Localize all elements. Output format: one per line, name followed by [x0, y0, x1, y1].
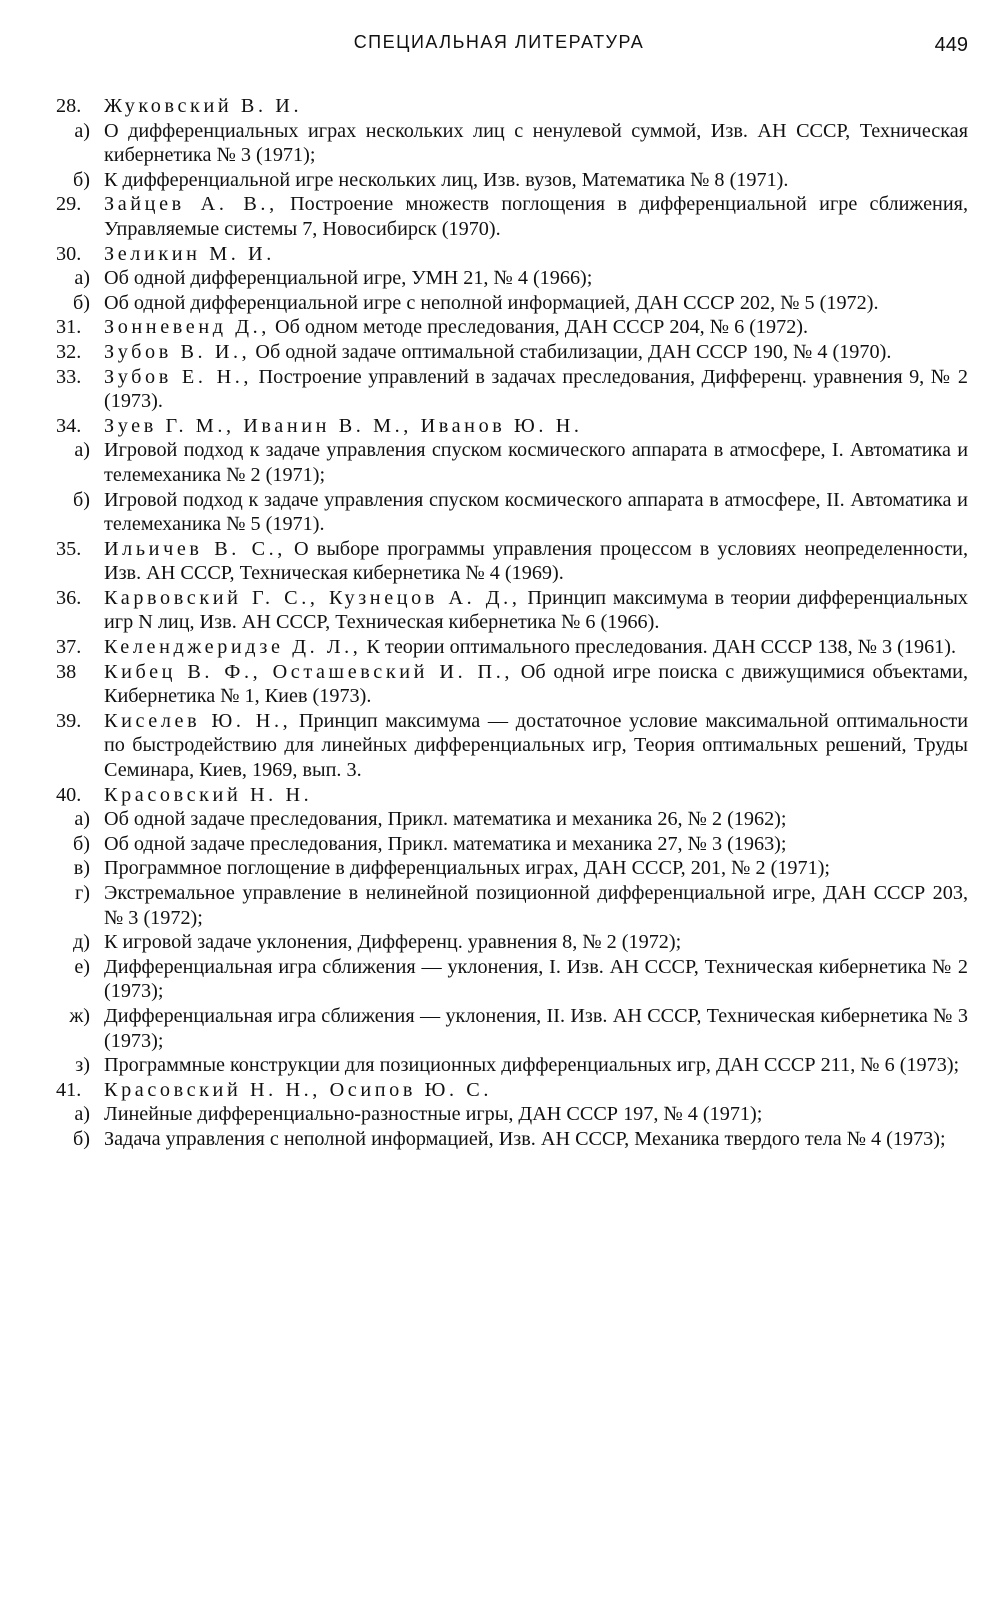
sub-entry — [56, 266, 968, 291]
sub-entry-label: г) — [74, 882, 90, 904]
entry-author: Киселев Ю. Н., — [104, 709, 292, 732]
sub-entry-label: б) — [73, 291, 90, 314]
sub-entry — [56, 832, 968, 857]
sub-entry — [56, 930, 968, 955]
bibliography-entry — [56, 709, 968, 783]
sub-entry-label: а) — [74, 267, 90, 290]
entry-author: Красовский Н. Н., Осипов Ю. С. — [104, 1078, 492, 1101]
sub-entry-text: Линейные дифференциально-разностные игры, ДАН СССР 197, № 4 (1971); — [104, 1103, 763, 1126]
entry-author: Келенджеридзе Д. Л., — [104, 636, 362, 659]
entry-text: Построение множеств поглощения в дифференциальной игре сближения, Управляемые системы 7, Новосибирск (1970). — [104, 193, 968, 240]
entry-number: 32. — [56, 340, 82, 363]
entry-author: Зуев Г. М., Иванин В. М., Иванов Ю. Н. — [104, 414, 583, 437]
sub-entry-text: Программное поглощение в дифференциальных играх, ДАН СССР, 201, № 2 (1971); — [104, 857, 831, 880]
sub-entry-text: Игровой подход к задаче управления спуском космического аппарата в атмосфере, II. Автоматика и телемеханика № 5 (1971). — [104, 488, 968, 536]
page-number: 449 — [934, 34, 968, 56]
entry-author: Жуковский В. И. — [104, 95, 303, 117]
sub-entry — [56, 291, 968, 316]
bibliography-entry — [56, 242, 968, 267]
sub-entry — [56, 488, 968, 537]
entry-number: 36. — [56, 586, 82, 609]
bibliography-list — [56, 94, 968, 1152]
sub-entry — [56, 856, 968, 881]
sub-entry-text: Экстремальное управление в нелинейной позиционной дифференциальной игре, ДАН СССР 203, № 3 (1972); — [104, 882, 968, 929]
sub-entry — [56, 1102, 968, 1127]
bibliography-entry — [56, 365, 968, 414]
entry-text: Принцип максимума — достаточное условие максимальной оптимальности по быстродействию для линейных дифференциальных игр, Теория оптимальных решений, Труды Семинара, Киев, 1969, вып. 3. — [104, 709, 969, 782]
entry-author: Зубов В. И., — [104, 340, 251, 363]
bibliography-entry — [56, 94, 968, 119]
bibliography-entry — [56, 660, 968, 709]
sub-entry-text: Программные конструкции для позиционных дифференциальных игр, ДАН СССР 211, № 6 (1973); — [104, 1054, 960, 1077]
entry-number: 38 — [56, 660, 77, 683]
entry-text: Построение управлений в задачах преследования, Дифференц. уравнения 9, № 2 (1973). — [104, 365, 968, 413]
sub-entry — [56, 1127, 968, 1152]
sub-entry — [56, 438, 968, 487]
sub-entry — [56, 119, 968, 168]
sub-entry-label: в) — [73, 857, 90, 880]
sub-entry-label: б) — [73, 168, 90, 191]
bibliography-entry — [56, 586, 968, 635]
entry-author: Карвовский Г. С., Кузнецов А. Д., — [104, 586, 521, 609]
entry-author: Зубов Е. Н., — [104, 365, 253, 388]
sub-entry-label: а) — [74, 439, 90, 462]
bibliography-entry — [56, 783, 968, 808]
sub-entry-text: К дифференциальной игре нескольких лиц, Изв. вузов, Математика № 8 (1971). — [104, 168, 789, 191]
entry-number: 33. — [56, 365, 82, 388]
bibliography-entry — [56, 635, 968, 660]
entry-number: 30. — [56, 242, 82, 265]
bibliography-entry — [56, 1078, 968, 1103]
sub-entry — [56, 1004, 968, 1053]
sub-entry-text: Об одной задаче преследования, Прикл. математика и механика 27, № 3 (1963); — [104, 832, 787, 855]
sub-entry — [56, 1053, 968, 1078]
sub-entry — [56, 955, 968, 1004]
sub-entry-label: ж) — [69, 1004, 90, 1027]
sub-entry-text: Дифференциальная игра сближения — уклонения, I. Изв. АН СССР, Техническая кибернетика № 2 (1973); — [104, 955, 968, 1003]
sub-entry — [56, 881, 968, 930]
entry-number: 39. — [56, 709, 82, 732]
entry-number: 34. — [56, 414, 82, 437]
bibliography-entry — [56, 315, 968, 340]
sub-entry-label: з) — [75, 1054, 90, 1077]
entry-author: Красовский Н. Н. — [104, 783, 313, 806]
entry-number: 40. — [56, 783, 82, 806]
sub-entry-label: е) — [74, 955, 90, 978]
entry-author: Зайцев А. В., — [104, 193, 278, 216]
entry-number: 35. — [56, 537, 82, 560]
entry-number: 37. — [56, 636, 82, 659]
sub-entry-label: д) — [73, 931, 90, 954]
entry-text: Об одном методе преследования, ДАН СССР 204, № 6 (1972). — [269, 316, 809, 339]
entry-number: 29. — [56, 193, 82, 216]
entry-author: Зонневенд Д., — [104, 316, 270, 339]
entry-text: Об одной задаче оптимальной стабилизации, ДАН СССР 190, № 4 (1970). — [250, 340, 892, 363]
entry-text: Принцип максимума в теории дифференциальных игр N лиц, Изв. АН СССР, Техническая кибернетика № 6 (1966). — [104, 586, 968, 634]
bibliography-entry — [56, 340, 968, 365]
sub-entry-text: Об одной дифференциальной игре, УМН 21, № 4 (1966); — [104, 267, 593, 290]
entry-author: Кибец В. Ф., Осташевский И. П., — [104, 660, 514, 683]
sub-entry-label: а) — [74, 1103, 90, 1126]
bibliography-entry — [56, 414, 968, 439]
bibliography-entry — [56, 537, 968, 586]
sub-entry-text: Игровой подход к задаче управления спуском космического аппарата в атмосфере, I. Автоматика и телемеханика № 2 (1971); — [104, 439, 968, 486]
entry-text: К теории оптимального преследования. ДАН СССР 138, № 3 (1961). — [361, 636, 957, 659]
sub-entry — [56, 807, 968, 832]
entry-number: 28. — [56, 95, 82, 117]
entry-author: Зеликин М. И. — [104, 242, 275, 265]
sub-entry-label: б) — [73, 832, 90, 855]
entry-number: 31. — [56, 316, 82, 339]
page-header — [0, 32, 998, 62]
sub-entry-label: б) — [73, 488, 90, 511]
entry-number: 41. — [56, 1078, 82, 1101]
sub-entry-text: Об одной дифференциальной игре с неполной информацией, ДАН СССР 202, № 5 (1972). — [104, 291, 879, 314]
sub-entry — [56, 168, 968, 193]
sub-entry-text: Об одной задаче преследования, Прикл. математика и механика 26, № 2 (1962); — [104, 808, 787, 831]
sub-entry-text: Дифференциальная игра сближения — уклонения, II. Изв. АН СССР, Техническая кибернетика № 3 (1973); — [104, 1004, 968, 1052]
entry-text: Об одной игре поиска с движущимися объектами, Кибернетика № 1, Киев (1973). — [104, 660, 968, 708]
running-head: СПЕЦИАЛЬНАЯ ЛИТЕРАТУРА — [353, 32, 645, 52]
entry-text: О выборе программы управления процессом в условиях неопределенности, Изв. АН СССР, Техническая кибернетика № 4 (1969). — [104, 537, 968, 585]
bibliography-entry — [56, 192, 968, 241]
sub-entry-text: О дифференциальных играх нескольких лиц с ненулевой суммой, Изв. АН СССР, Техническая кибернетика № 3 (1971); — [104, 119, 968, 167]
sub-entry-label: а) — [74, 808, 90, 831]
sub-entry-text: Задача управления с неполной информацией, Изв. АН СССР, Механика твердого тела № 4 (1973); — [104, 1127, 946, 1150]
entry-author: Ильичев В. С., — [104, 537, 286, 560]
sub-entry-label: а) — [74, 119, 90, 142]
sub-entry-label: б) — [73, 1127, 90, 1150]
sub-entry-text: К игровой задаче уклонения, Дифференц. уравнения 8, № 2 (1972); — [104, 931, 682, 954]
